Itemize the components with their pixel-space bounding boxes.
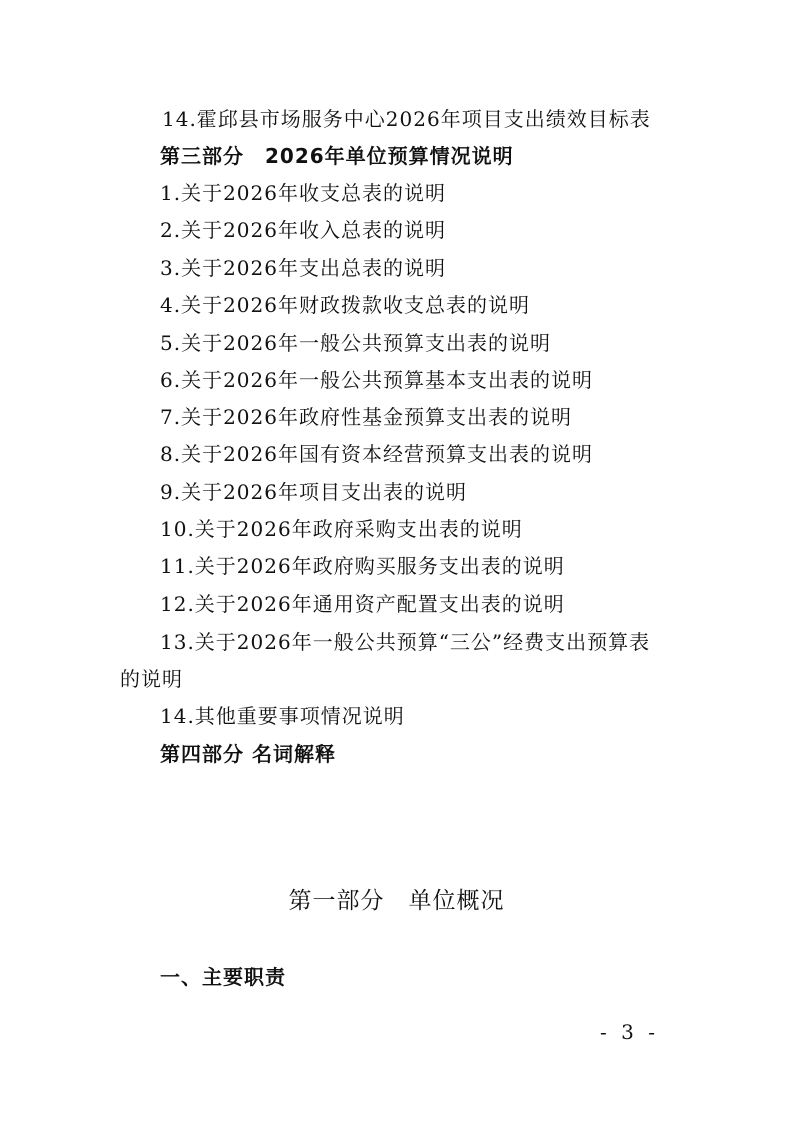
section1-heading: 一、主要职责 <box>160 965 286 989</box>
toc-item-continuation: 的说明 <box>120 667 183 691</box>
toc-item: 6.关于2026年一般公共预算基本支出表的说明 <box>160 368 593 392</box>
toc-item: 12.关于2026年通用资产配置支出表的说明 <box>160 592 565 616</box>
toc-part4-heading: 第四部分 名词解释 <box>160 742 336 766</box>
toc-item: 5.关于2026年一般公共预算支出表的说明 <box>160 331 551 355</box>
toc-item: 11.关于2026年政府购买服务支出表的说明 <box>160 554 565 578</box>
toc-part3-heading: 第三部分 2026年单位预算情况说明 <box>160 144 514 168</box>
toc-item: 2.关于2026年收入总表的说明 <box>160 218 446 242</box>
toc-item: 7.关于2026年政府性基金预算支出表的说明 <box>160 405 572 429</box>
part1-title: 第一部分 单位概况 <box>288 888 505 914</box>
toc-item: 8.关于2026年国有资本经营预算支出表的说明 <box>160 442 593 466</box>
toc-item: 4.关于2026年财政拨款收支总表的说明 <box>160 293 530 317</box>
toc-item: 14.其他重要事项情况说明 <box>160 704 405 728</box>
toc-item: 13.关于2026年一般公共预算“三公”经费支出预算表 <box>160 630 651 654</box>
toc-item: 3.关于2026年支出总表的说明 <box>160 256 446 280</box>
page-number: - 3 - <box>600 1020 659 1044</box>
toc-item: 1.关于2026年收支总表的说明 <box>160 181 446 205</box>
toc-item: 10.关于2026年政府采购支出表的说明 <box>160 517 523 541</box>
toc-item: 9.关于2026年项目支出表的说明 <box>160 480 467 504</box>
toc-item-part2-14: 14.霍邱县市场服务中心2026年项目支出绩效目标表 <box>162 107 651 131</box>
